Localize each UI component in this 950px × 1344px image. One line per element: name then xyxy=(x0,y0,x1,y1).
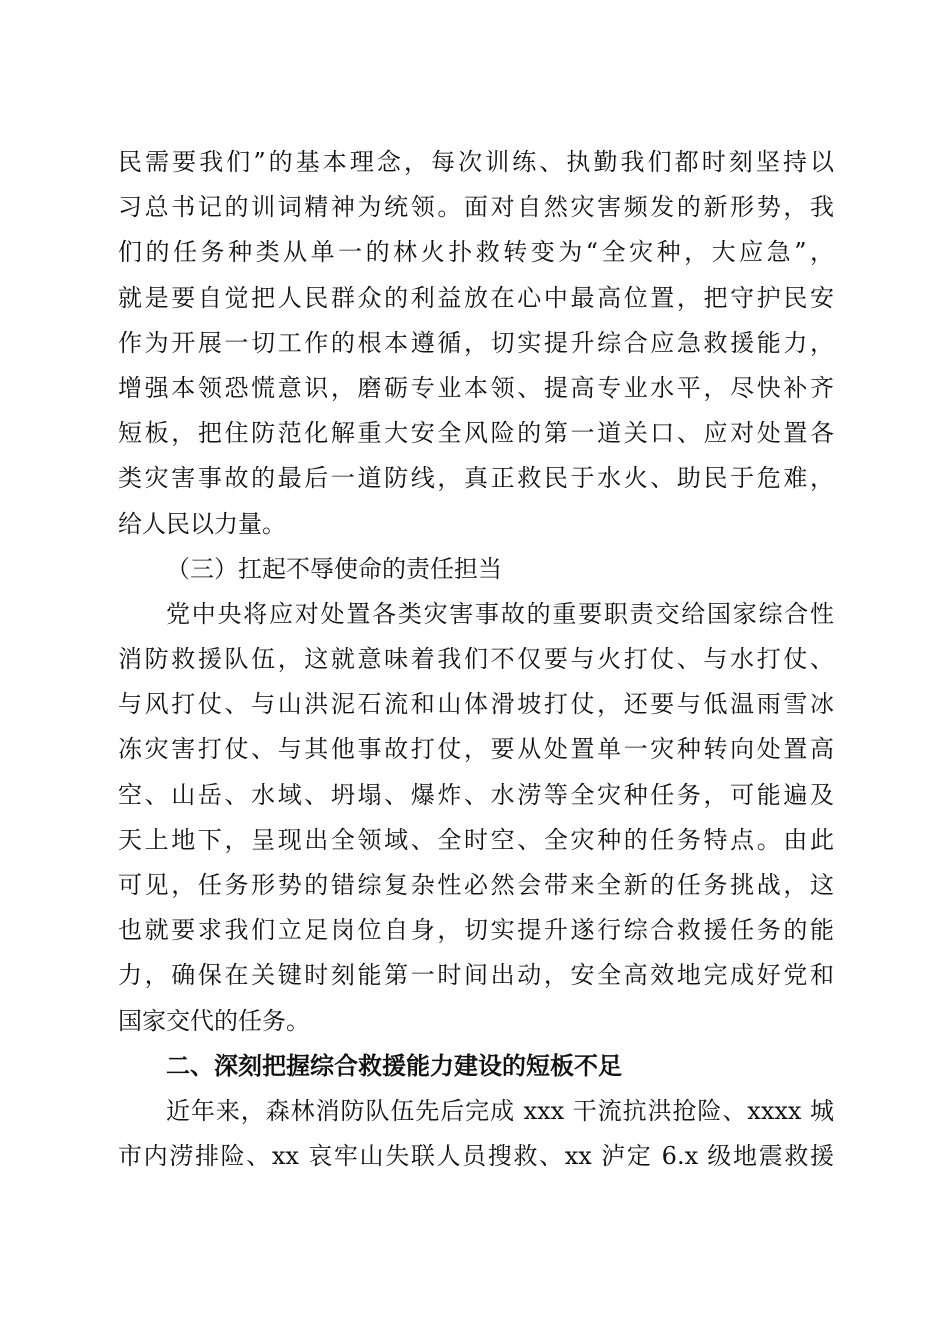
text-line: 就是要自觉把人民群众的利益放在心中最高位置，把守护民安 xyxy=(118,283,834,312)
text-line: 可见，任务形势的错综复杂性必然会带来全新的任务挑战，这 xyxy=(118,871,834,899)
text-line: 作为开展一切工作的根本遵循，切实提升综合应急救援能力， xyxy=(118,328,834,357)
text-line: 短板，把住防范化解重大安全风险的第一道关口、应对处置各 xyxy=(118,419,834,448)
text-line: 力，确保在关键时刻能第一时间出动，安全高效地完成好党和 xyxy=(118,961,834,990)
text-line: 党中央将应对处置各类灾害事故的重要职责交给国家综合性 xyxy=(166,599,834,628)
section-subheading: （三）扛起不辱使命的责任担当 xyxy=(166,554,502,583)
text-line: 们的任务种类从单一的林火扑救转变为“全灾种，大应急”， xyxy=(118,238,834,267)
paragraph xyxy=(118,1089,834,1179)
text-line: 冻灾害打仗、与其他事故打仗，要从处置单一灾种转向处置高 xyxy=(118,735,834,764)
document-body xyxy=(118,140,834,1179)
text-line: 消防救援队伍，这就意味着我们不仅要与火打仗、与水打仗、 xyxy=(118,645,834,674)
text-line: 国家交代的任务。 xyxy=(118,1006,310,1035)
text-line: 习总书记的训词精神为统领。面对自然灾害频发的新形势，我 xyxy=(118,193,834,222)
text-line: 也就要求我们立足岗位自身，切实提升遂行综合救援任务的能 xyxy=(118,916,834,945)
text-line: 天上地下，呈现出全领域、全时空、全灾种的任务特点。由此 xyxy=(118,825,834,854)
text-line: 近年来，森林消防队伍先后完成 xxx 干流抗洪抢险、xxxx 城 xyxy=(166,1096,834,1125)
paragraph xyxy=(118,140,834,547)
section-heading: 二、深刻把握综合救援能力建设的短板不足 xyxy=(166,1051,622,1080)
text-line: 与风打仗、与山洪泥石流和山体滑坡打仗，还要与低温雨雪冰 xyxy=(118,690,834,719)
paragraph xyxy=(118,592,834,1044)
text-line: 增强本领恐慌意识，磨砺专业本领、提高专业水平，尽快补齐 xyxy=(118,373,834,402)
text-line: 空、山岳、水域、坍塌、爆炸、水涝等全灾种任务，可能遍及 xyxy=(118,780,834,809)
text-line: 类灾害事故的最后一道防线，真正救民于水火、助民于危难， xyxy=(118,464,834,493)
text-line: 民需要我们”的基本理念，每次训练、执勤我们都时刻坚持以 xyxy=(118,148,834,176)
text-line: 市内涝排险、xx 哀牢山失联人员搜救、xx 泸定 6.x 级地震救援 xyxy=(118,1142,834,1171)
text-line: 给人民以力量。 xyxy=(118,509,286,538)
